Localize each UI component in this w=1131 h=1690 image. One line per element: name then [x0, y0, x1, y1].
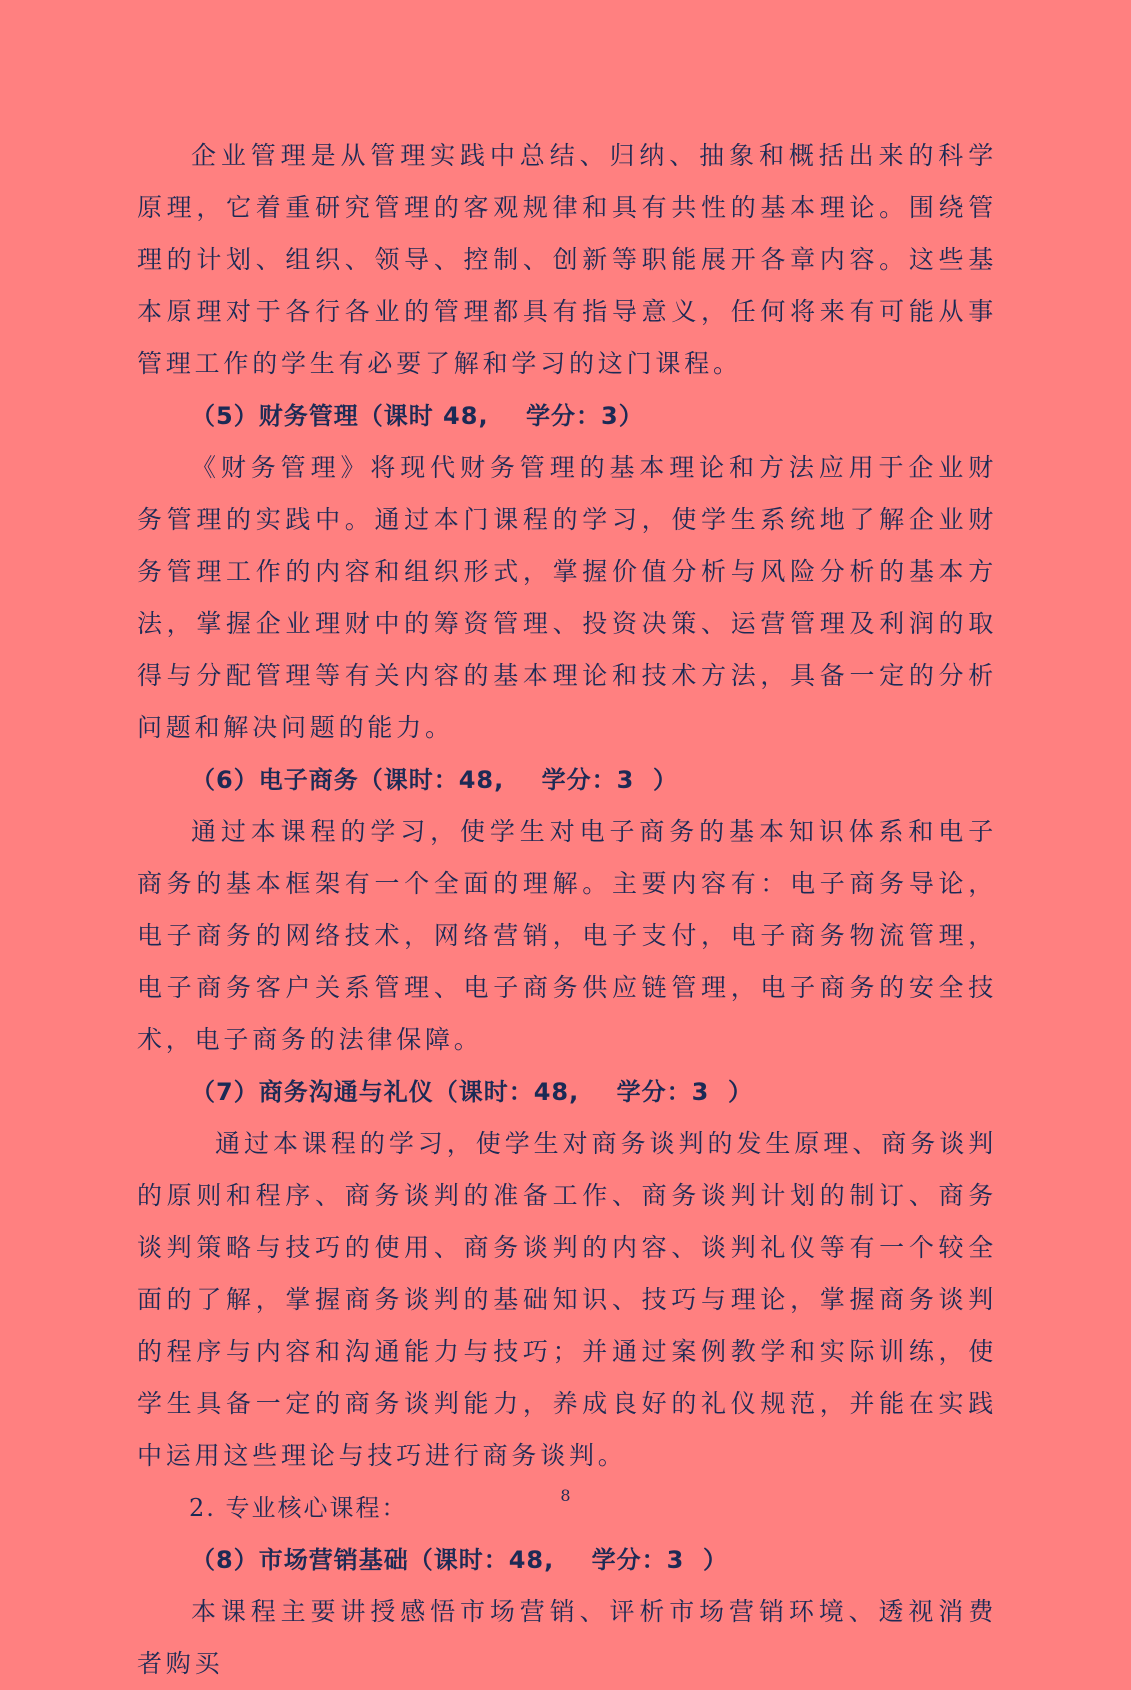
page-number: 8: [560, 1486, 571, 1505]
paragraph-financial-management: 《财务管理》将现代财务管理的基本理论和方法应用于企业财务管理的实践中。通过本门课程的学习，使学生系统地了解企业财务管理工作的内容和组织形式，掌握价值分析与风险分析的基本方法，掌握企业理财中的筹资管理、投资决策、运营管理及利润的取得与分配管理等有关内容的基本理论和技术方法，具备一定的分析问题和解决问题的能力。: [137, 453, 997, 742]
heading-business-communication: （7）商务沟通与礼仪（课时：48, 学分：3 ）: [191, 1078, 754, 1106]
heading-financial-management: （5）财务管理（课时 48, 学分：3）: [191, 402, 644, 430]
subsection-core-courses: 2. 专业核心课程：: [189, 1494, 408, 1522]
page-content: [137, 130, 997, 1690]
heading-marketing-basics: （8）市场营销基础（课时：48, 学分：3 ）: [191, 1546, 729, 1574]
paragraph-e-commerce: 通过本课程的学习，使学生对电子商务的基本知识体系和电子商务的基本框架有一个全面的理解。主要内容有：电子商务导论，电子商务的网络技术，网络营销，电子支付，电子商务物流管理，电子商务客户关系管理、电子商务供应链管理，电子商务的安全技术，电子商务的法律保障。: [137, 817, 997, 1054]
paragraph-marketing-basics: 本课程主要讲授感悟市场营销、评析市场营销环境、透视消费者购买: [137, 1597, 997, 1678]
paragraph-business-communication: 通过本课程的学习，使学生对商务谈判的发生原理、商务谈判的原则和程序、商务谈判的准备工作、商务谈判计划的制订、商务谈判策略与技巧的使用、商务谈判的内容、谈判礼仪等有一个较全面的了解，掌握商务谈判的基础知识、技巧与理论，掌握商务谈判的程序与内容和沟通能力与技巧；并通过案例教学和实际训练，使学生具备一定的商务谈判能力，养成良好的礼仪规范，并能在实践中运用这些理论与技巧进行商务谈判。: [137, 1129, 997, 1470]
paragraph-management-principles: 企业管理是从管理实践中总结、归纳、抽象和概括出来的科学原理，它着重研究管理的客观规律和具有共性的基本理论。围绕管理的计划、组织、领导、控制、创新等职能展开各章内容。这些基本原理对于各行各业的管理都具有指导意义，任何将来有可能从事管理工作的学生有必要了解和学习的这门课程。: [137, 141, 997, 378]
heading-e-commerce: （6）电子商务（课时：48, 学分：3 ）: [191, 766, 679, 794]
